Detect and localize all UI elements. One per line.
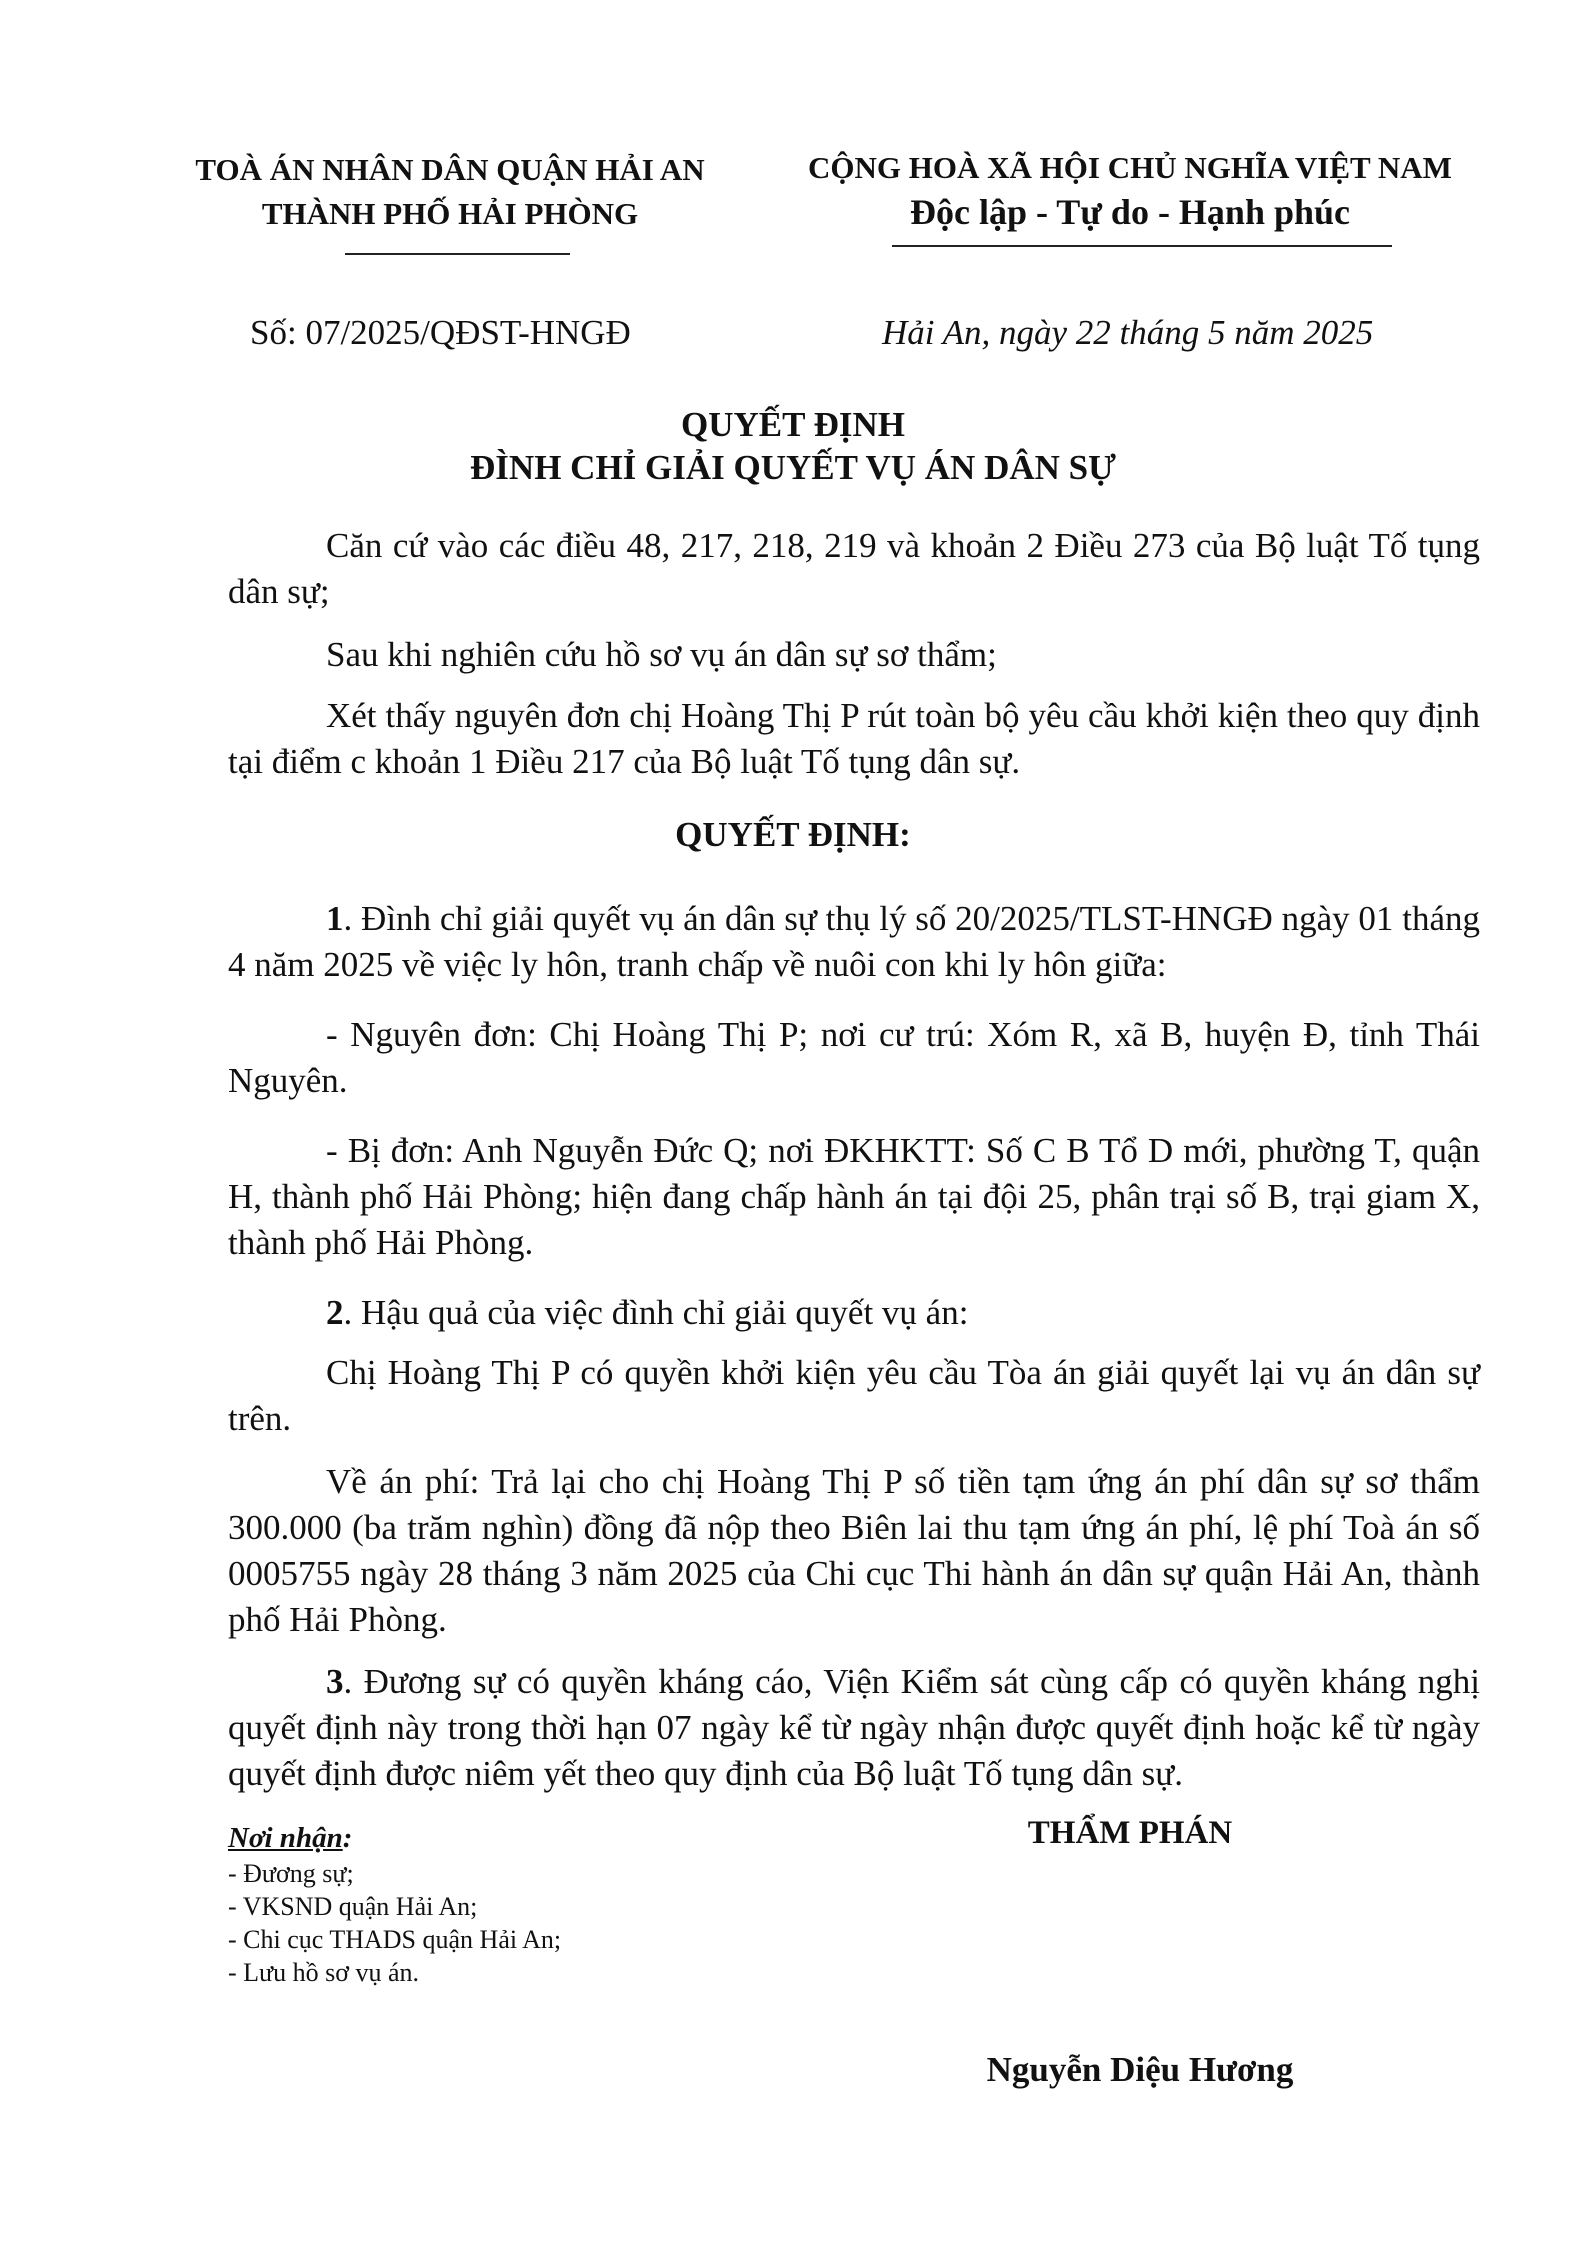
court-header-rule <box>345 253 570 255</box>
recipients-colon: : <box>342 1822 353 1854</box>
preamble-review: Sau khi nghiên cứu hồ sơ vụ án dân sự sơ thẩm; <box>326 635 997 674</box>
item-number: 3 <box>326 1662 344 1701</box>
item-number: 1 <box>326 899 344 938</box>
item-number: 2 <box>326 1293 344 1332</box>
decision-item-3 <box>228 1659 1480 1797</box>
judge-title: THẨM PHÁN <box>1027 1815 1233 1851</box>
court-header <box>160 148 740 236</box>
court-city: THÀNH PHỐ HẢI PHÒNG <box>261 196 639 231</box>
recipients-block <box>228 1819 561 1989</box>
court-fee-text: Về án phí: Trả lại cho chị Hoàng Thị P số tiền tạm ứng án phí dân sự sơ thẩm 300.000 (ba trăm nghìn) đồng đã nộp theo Biên lai thu tạm ứng án phí, lệ phí Toà án số 0005755 ngày 28 tháng 3 năm 2025 của Chi cục Thi hành án dân sự quận Hải An, thành phố Hải Phòng. <box>228 1462 1480 1639</box>
nation-header-rule <box>892 245 1392 247</box>
nation-motto: Độc lập - Tự do - Hạnh phúc <box>909 192 1351 232</box>
document-subtitle: ĐÌNH CHỈ GIẢI QUYẾT VỤ ÁN DÂN SỰ <box>470 448 1116 487</box>
decision-item-2 <box>228 1290 1480 1336</box>
document-title: QUYẾT ĐỊNH <box>681 405 905 444</box>
court-name: TOÀ ÁN NHÂN DÂN QUẬN HẢI AN <box>195 152 705 187</box>
item-text: . Hậu quả của việc đình chỉ giải quyết vụ án: <box>343 1293 969 1332</box>
consequence-text: Chị Hoàng Thị P có quyền khởi kiện yêu cầu Tòa án giải quyết lại vụ án dân sự trên. <box>228 1353 1480 1438</box>
recipient-item: - VKSND quận Hải An; <box>228 1892 478 1921</box>
decision-heading: QUYẾT ĐỊNH: <box>675 815 911 854</box>
plaintiff-info: - Nguyên đơn: Chị Hoàng Thị P; nơi cư trú: Xóm R, xã B, huyện Đ, tỉnh Thái Nguyên. <box>228 1015 1480 1100</box>
preamble-legal-basis: Căn cứ vào các điều 48, 217, 218, 219 và khoản 2 Điều 273 của Bộ luật Tố tụng dân sự; <box>228 526 1480 611</box>
defendant-info: - Bị đơn: Anh Nguyễn Đức Q; nơi ĐKHKTT: Số C B Tổ D mới, phường T, quận H, thành phố Hải Phòng; hiện đang chấp hành án tại đội 25, phân trại số B, trại giam X, thành phố Hải Phòng. <box>228 1131 1480 1262</box>
recipient-item: - Đương sự; <box>228 1859 354 1888</box>
recipients-title: Nơi nhận <box>228 1822 343 1854</box>
recipient-item: - Chi cục THADS quận Hải An; <box>228 1925 562 1954</box>
decision-item-1 <box>228 896 1480 988</box>
nation-name: CỘNG HOÀ XÃ HỘI CHỦ NGHĨA VIỆT NAM <box>808 150 1452 185</box>
place-date: Hải An, ngày 22 tháng 5 năm 2025 <box>882 313 1374 352</box>
item-text: . Đương sự có quyền kháng cáo, Viện Kiểm sát cùng cấp có quyền kháng nghị quyết định này trong thời hạn 07 ngày kể từ ngày nhận được quyết định hoặc kể từ ngày quyết định được niêm yết theo quy định của Bộ luật Tố tụng dân sự. <box>228 1662 1480 1793</box>
document-number: Số: 07/2025/QĐST-HNGĐ <box>250 313 631 352</box>
preamble-finding: Xét thấy nguyên đơn chị Hoàng Thị P rút toàn bộ yêu cầu khởi kiện theo quy định tại điểm c khoản 1 Điều 217 của Bộ luật Tố tụng dân sự. <box>228 696 1480 781</box>
nation-header <box>780 146 1480 234</box>
judge-name: Nguyễn Diệu Hương <box>986 2050 1294 2089</box>
item-text: . Đình chỉ giải quyết vụ án dân sự thụ lý số 20/2025/TLST-HNGĐ ngày 01 tháng 4 năm 2025 về việc ly hôn, tranh chấp về nuôi con khi ly hôn giữa: <box>228 899 1480 984</box>
recipient-item: - Lưu hồ sơ vụ án. <box>228 1958 420 1987</box>
